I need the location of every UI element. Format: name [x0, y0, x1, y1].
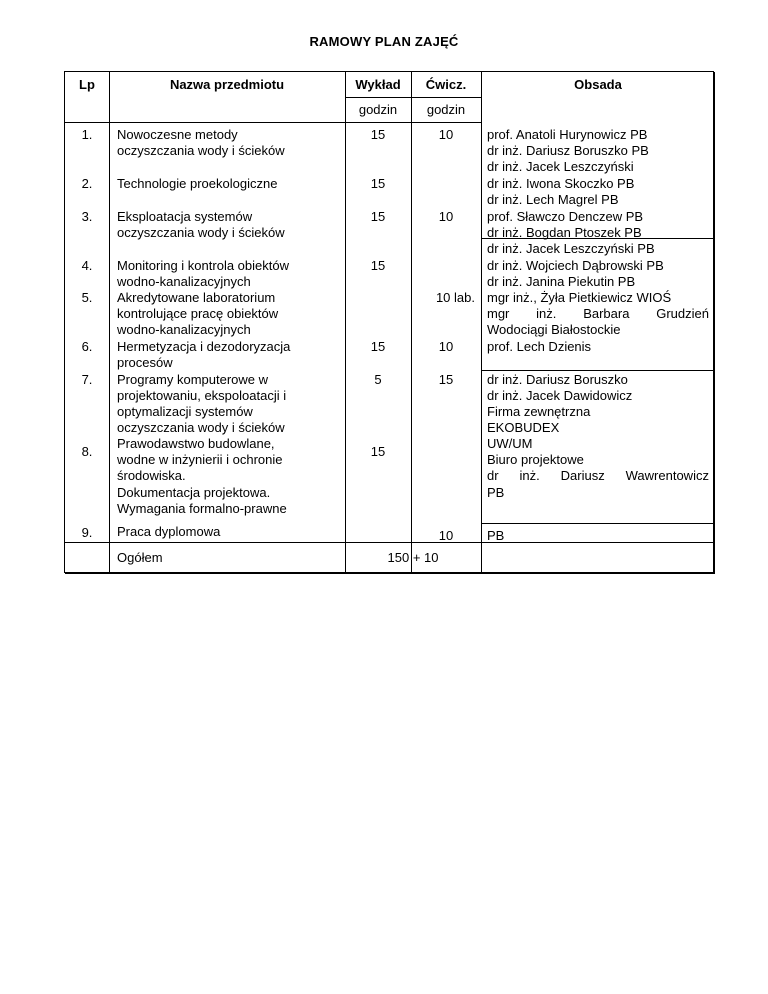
staff-line: dr inż. Dariusz Boruszko [487, 372, 628, 387]
header-divider [65, 122, 481, 123]
subject-line: Akredytowane laboratorium [117, 290, 276, 305]
staff-line: Biuro projektowe [487, 452, 584, 467]
total-divider [65, 542, 715, 543]
subject-line: wodne w inżynierii i ochronie [117, 452, 283, 467]
column-divider [481, 72, 482, 572]
row-number: 1. [81, 127, 93, 142]
subject-line: Technologie proekologiczne [117, 176, 278, 191]
staff-line: dr inż. Bogdan Ptoszek PB [487, 225, 642, 240]
staff-line: mgr inż., Żyła Pietkiewicz WIOŚ [487, 290, 672, 305]
lecture-hours: 5 [374, 372, 382, 387]
staff-line: prof. Sławczo Denczew PB [487, 209, 644, 224]
subject-line: Prawodawstwo budowlane, [117, 436, 275, 451]
staff-line: dr inż. Janina Piekutin PB [487, 274, 636, 289]
subject-line: wodno-kanalizacyjnych [117, 322, 251, 337]
staff-line: Firma zewnętrzna [487, 404, 591, 419]
lecture-hours: 15 [370, 209, 386, 224]
subject-line: Monitoring i kontrola obiektów [117, 258, 289, 273]
lecture-hours: 15 [370, 127, 386, 142]
row-number: 7. [81, 372, 93, 387]
staff-word: Grudzień [656, 306, 709, 321]
column-divider [109, 72, 110, 572]
lecture-hours: 15 [370, 339, 386, 354]
staff-line: dr inż. Jacek Leszczyński [487, 159, 634, 174]
row-number: 4. [81, 258, 93, 273]
subject-line: projektowaniu, ekspoloatacji i [117, 388, 287, 403]
staff-line-justified [487, 306, 709, 322]
staff-divider [481, 370, 715, 371]
staff-line-justified [487, 468, 709, 484]
header-lecture: Wykład [355, 77, 401, 92]
staff-word: dr [487, 468, 499, 483]
lecture-hours: 15 [370, 444, 386, 459]
row-number: 9. [81, 525, 93, 540]
staff-word: Barbara [583, 306, 630, 321]
staff-line: PB [487, 528, 505, 543]
subject-line: optymalizacji systemów [117, 404, 253, 419]
row-number: 3. [81, 209, 93, 224]
header-lp: Lp [79, 77, 95, 92]
exercise-hours: 10 lab. [435, 290, 475, 305]
staff-word: mgr [487, 306, 510, 321]
exercise-hours: 10 [438, 528, 454, 543]
staff-line: PB [487, 485, 505, 500]
subject-line: Praca dyplomowa [117, 524, 221, 539]
header-exercise-unit: godzin [426, 102, 466, 117]
staff-word: inż. [519, 468, 540, 483]
subject-line: Hermetyzacja i dezodoryzacja [117, 339, 291, 354]
subject-line: oczyszczania wody i ścieków [117, 143, 285, 158]
row-number: 6. [81, 339, 93, 354]
staff-line: dr inż. Dariusz Boruszko PB [487, 143, 649, 158]
staff-word: Dariusz [560, 468, 605, 483]
staff-line: dr inż. Iwona Skoczko PB [487, 176, 635, 191]
header-staff: Obsada [574, 77, 622, 92]
subject-line: Eksploatacja systemów [117, 209, 253, 224]
staff-line: dr inż. Wojciech Dąbrowski PB [487, 258, 664, 273]
subject-line: Wymagania formalno-prawne [117, 501, 287, 516]
staff-line: UW/UM [487, 436, 533, 451]
subject-line: kontrolujące pracę obiektów [117, 306, 279, 321]
row-number: 5. [81, 290, 93, 305]
staff-line: dr inż. Jacek Leszczyński PB [487, 241, 655, 256]
staff-word: inż. [536, 306, 557, 321]
lecture-hours: 15 [370, 258, 386, 273]
column-divider [411, 72, 412, 572]
page-title: RAMOWY PLAN ZAJĘĆ [309, 34, 459, 49]
staff-divider [481, 523, 715, 524]
subject-line: Programy komputerowe w [117, 372, 268, 387]
total-label: Ogółem [117, 550, 163, 565]
subject-line: Nowoczesne metody [117, 127, 238, 142]
subject-line: procesów [117, 355, 173, 370]
subject-line: środowiska. [117, 468, 186, 483]
staff-line: dr inż. Jacek Dawidowicz [487, 388, 633, 403]
schedule-table [64, 71, 714, 573]
total-value: 150 + 10 [387, 550, 439, 565]
header-subject: Nazwa przedmiotu [169, 77, 285, 92]
header-subdivider [345, 97, 481, 98]
staff-line: EKOBUDEX [487, 420, 560, 435]
subject-line: wodno-kanalizacyjnych [117, 274, 251, 289]
staff-line: prof. Anatoli Hurynowicz PB [487, 127, 648, 142]
staff-line: prof. Lech Dzienis [487, 339, 592, 354]
exercise-hours: 10 [438, 127, 454, 142]
staff-word: Wawrentowicz [625, 468, 709, 483]
staff-line: Wodociągi Białostockie [487, 322, 621, 337]
staff-line: dr inż. Lech Magrel PB [487, 192, 619, 207]
subject-line: oczyszczania wody i ścieków [117, 225, 285, 240]
header-lecture-unit: godzin [358, 102, 398, 117]
row-number: 2. [81, 176, 93, 191]
exercise-hours: 10 [438, 339, 454, 354]
exercise-hours: 10 [438, 209, 454, 224]
row-number: 8. [81, 444, 93, 459]
header-exercise: Ćwicz. [425, 77, 467, 92]
lecture-hours: 15 [370, 176, 386, 191]
column-divider [345, 72, 346, 572]
exercise-hours: 15 [438, 372, 454, 387]
subject-line: Dokumentacja projektowa. [117, 485, 271, 500]
subject-line: oczyszczania wody i ścieków [117, 420, 285, 435]
